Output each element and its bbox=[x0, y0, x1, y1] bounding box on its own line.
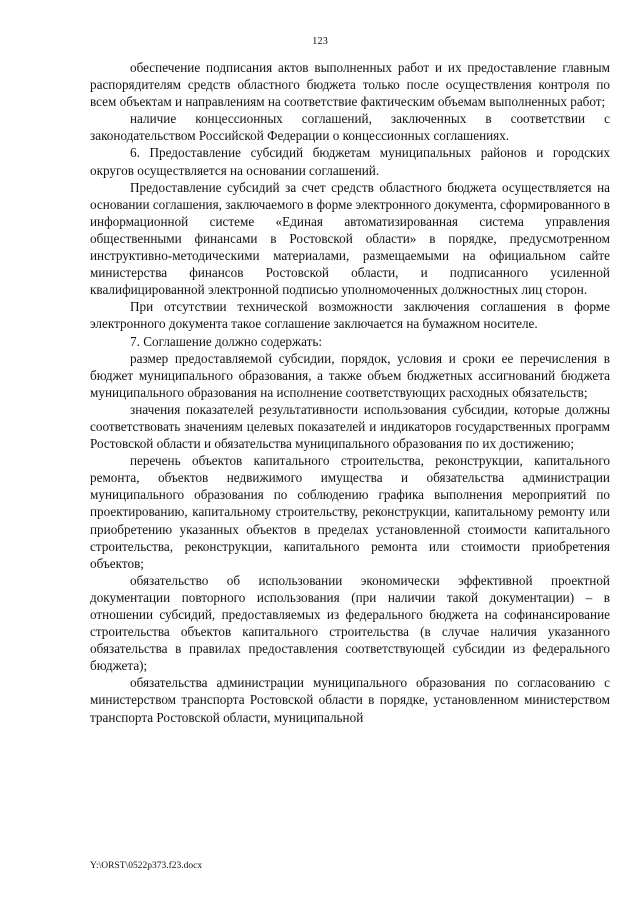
paragraph: 7. Соглашение должно содержать: bbox=[130, 333, 323, 349]
paragraph: обеспечение подписания актов выполненных работ и их предоставление главным распорядителям средств областного бюджета только после осуществления контроля по всем объектам и направлениям на соответствие фактическим объемам выполненных работ; bbox=[90, 60, 610, 110]
paragraph: размер предоставляемой субсидии, порядок, условия и сроки ее перечисления в бюджет муниципального образования, а также объем бюджетных ассигнований бюджета муниципального образования на исполнение соответствующих расходных обязательств; bbox=[90, 350, 610, 400]
paragraph: значения показателей результативности использования субсидии, которые должны соответствовать значениям целевых показателей и индикаторов государственных программ Ростовской области и обязательства муниципального образования по их достижению; bbox=[90, 401, 610, 452]
file-path-footer: Y:\ORST\0522p373.f23.docx bbox=[90, 861, 203, 871]
paragraph: обязательство об использовании экономически эффективной проектной документации повторного использования (при наличии такой документации) – в отношении субсидий, предоставляемых из федерального бюджета на софинансирование строительства объектов капитального строительства (в случае наличия указанного обязательства в правилах предоставления соответствующей субсидии из федерального бюджета); bbox=[90, 572, 610, 674]
page-number: 123 bbox=[312, 36, 328, 47]
paragraph: 6. Предоставление субсидий бюджетам муниципальных районов и городских округов осуществляется на основании соглашений. bbox=[90, 145, 610, 178]
paragraph: обязательства администрации муниципального образования по согласованию с министерством транспорта Ростовской области в порядке, установленном министерством транспорта Ростовской области, муниципальной bbox=[90, 675, 610, 725]
paragraph: перечень объектов капитального строительства, реконструкции, капитального ремонта, объектов недвижимого имущества и обязательства администрации муниципального образования по соблюдению графика выполнения мероприятий по проектированию, капитальному строительству, реконструкции, капитальному ремонту или приобретению указанных объектов в пределах установленной стоимости капитального строительства, реконструкции, капитального ремонта или стоимости приобретения объектов; bbox=[90, 453, 610, 571]
document-body bbox=[90, 59, 610, 726]
paragraph: Предоставление субсидий за счет средств областного бюджета осуществляется на основании соглашения, заключаемого в форме электронного документа, сформированного в информационной системе «Единая автоматизированная система управления общественными финансами в Ростовской области» в порядке, предусмотренном инструктивно-методическими материалами, размещаемыми на официальном сайте министерства финансов Ростовской области, и подписанного усиленной квалифицированной электронной подписью уполномоченных должностных лиц сторон. bbox=[90, 179, 610, 298]
paragraph: При отсутствии технической возможности заключения соглашения в форме электронного документа такое соглашение заключается на бумажном носителе. bbox=[90, 299, 610, 332]
paragraph: наличие концессионных соглашений, заключенных в соответствии с законодательством Российской Федерации о концессионных соглашениях. bbox=[90, 111, 610, 144]
